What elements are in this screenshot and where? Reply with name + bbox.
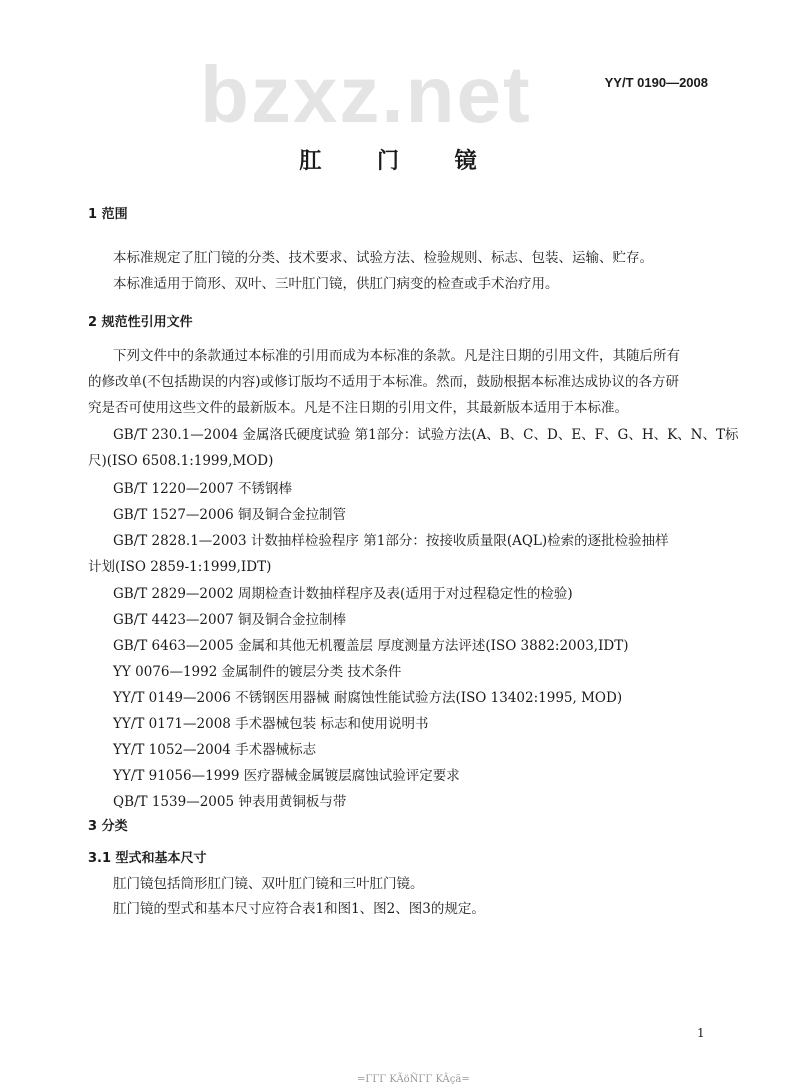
paragraph: 究是否可使用这些文件的最新版本。凡是不注日期的引用文件，其最新版本适用于本标准。: [88, 400, 628, 416]
reference-item: GB/T 4423—2007 铜及铜合金拉制棒: [113, 612, 347, 628]
paragraph: 肛门镜包括筒形肛门镜、双叶肛门镜和三叶肛门镜。: [113, 876, 424, 892]
section-heading-references: 2 规范性引用文件: [88, 315, 193, 330]
reference-item: GB/T 230.1—2004 金属洛氏硬度试验 第1部分：试验方法(A、B、C、D、E、F、G、H、K、N、T标: [113, 427, 739, 443]
watermark: bzxz.net: [200, 50, 532, 139]
reference-item: GB/T 6463—2005 金属和其他无机覆盖层 厚度测量方法评述(ISO 3882:2003,IDT): [113, 638, 629, 654]
subsection-heading: 3.1 型式和基本尺寸: [88, 851, 207, 866]
reference-item: GB/T 2829—2002 周期检查计数抽样程序及表(适用于对过程稳定性的检验): [113, 586, 573, 602]
reference-item-cont: 计划(ISO 2859-1:1999,IDT): [88, 559, 272, 575]
section-heading-scope: 1 范围: [88, 207, 128, 222]
reference-item: YY/T 0149—2006 不锈钢医用器械 耐腐蚀性能试验方法(ISO 13402:1995, MOD): [113, 690, 623, 706]
document-title: 肛 门 镜: [299, 149, 501, 174]
reference-item: GB/T 1527—2006 铜及铜合金拉制管: [113, 507, 347, 523]
paragraph: 的修改单(不包括勘误的内容)或修订版均不适用于本标准。然而，鼓励根据本标准达成协议的各方研: [88, 374, 680, 390]
paragraph: 本标准规定了肛门镜的分类、技术要求、试验方法、检验规则、标志、包装、运输、贮存。: [113, 250, 653, 266]
reference-item: GB/T 1220—2007 不锈钢棒: [113, 481, 293, 497]
standard-number: YY/T 0190—2008: [604, 75, 708, 90]
reference-item: YY/T 1052—2004 手术器械标志: [113, 742, 317, 758]
footer-text: =ΓΓΓ KÃöÑΓΓ KÂçã=: [357, 1074, 470, 1085]
reference-item-cont: 尺)(ISO 6508.1:1999,MOD): [88, 453, 274, 469]
section-heading-classification: 3 分类: [88, 819, 128, 834]
reference-item: YY/T 0171—2008 手术器械包装 标志和使用说明书: [113, 716, 429, 732]
reference-item: GB/T 2828.1—2003 计数抽样检验程序 第1部分：按接收质量限(AQL)检索的逐批检验抽样: [113, 533, 669, 549]
paragraph: 肛门镜的型式和基本尺寸应符合表1和图1、图2、图3的规定。: [113, 901, 485, 917]
page-number: 1: [697, 1026, 705, 1040]
paragraph: 下列文件中的条款通过本标准的引用而成为本标准的条款。凡是注日期的引用文件，其随后所有: [113, 348, 680, 364]
reference-item: YY/T 91056—1999 医疗器械金属镀层腐蚀试验评定要求: [113, 768, 460, 784]
paragraph: 本标准适用于筒形、双叶、三叶肛门镜，供肛门病变的检查或手术治疗用。: [113, 276, 559, 292]
reference-item: QB/T 1539—2005 钟表用黄铜板与带: [113, 794, 347, 810]
reference-item: YY 0076—1992 金属制件的镀层分类 技术条件: [113, 664, 402, 680]
